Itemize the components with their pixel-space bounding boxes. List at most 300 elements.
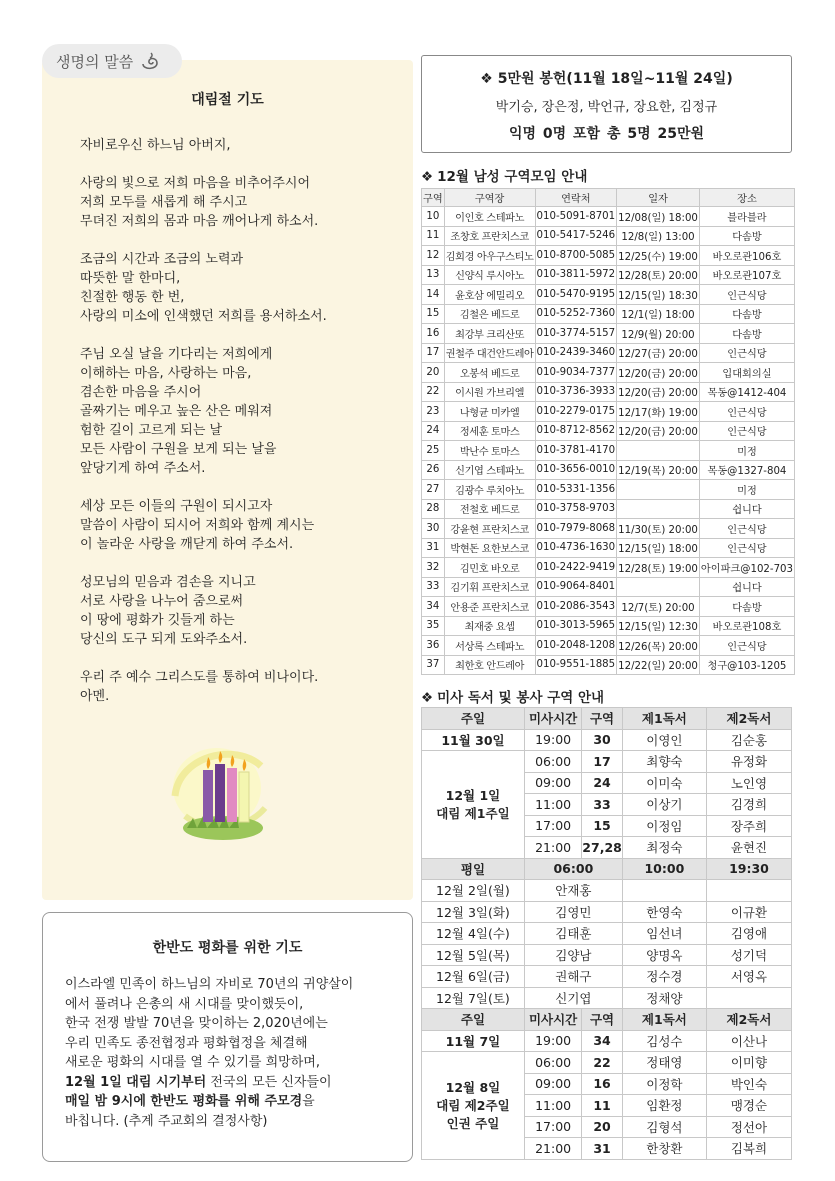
weekday-reader-0600: 김영민 <box>524 901 622 923</box>
mass-reader2: 노인영 <box>706 772 791 794</box>
group-date: 12/25(수) 19:00 <box>617 246 700 266</box>
weekday-row <box>422 880 792 902</box>
group-leader: 김철은 베드로 <box>444 304 535 324</box>
mass-zone: 24 <box>582 772 623 794</box>
group-phone: 010-7979-8068 <box>535 519 617 539</box>
prayer-line: 서로 사랑을 나누어 줌으로써 <box>80 594 244 609</box>
weekday-reader-1000: 임선녀 <box>622 923 706 945</box>
prayer-line: 모든 사람이 구원을 보게 되는 날을 <box>80 442 277 457</box>
mass-zone: 16 <box>582 1073 623 1095</box>
mass-zone: 30 <box>582 729 623 751</box>
group-leader: 신양식 루시아노 <box>444 265 535 285</box>
mass-heading <box>421 686 604 706</box>
groups-heading <box>421 165 587 185</box>
mass-zone: 11 <box>582 1095 623 1117</box>
offering-total: 익명 0명 포함 총 5명 25만원 <box>508 126 705 142</box>
mass-reader1: 김형석 <box>622 1116 706 1138</box>
group-leader: 전철호 베드로 <box>444 499 535 519</box>
group-place: 다솜방 <box>699 597 794 617</box>
group-phone: 010-2422-9419 <box>535 558 617 578</box>
mass-row <box>422 1052 792 1074</box>
table-row <box>422 363 795 383</box>
prayer-line: 사랑의 빛으로 저희 마음을 비추어주시어 <box>80 176 311 191</box>
group-leader: 최재중 요셉 <box>444 616 535 636</box>
group-number: 31 <box>422 538 445 558</box>
group-phone: 010-9551-1885 <box>535 655 617 675</box>
group-phone: 010-5091-8701 <box>535 207 617 227</box>
group-date: 12/17(화) 19:00 <box>617 402 700 422</box>
group-number: 20 <box>422 363 445 383</box>
group-place: 다솜방 <box>699 226 794 246</box>
mass-reader2: 정선아 <box>706 1116 791 1138</box>
group-leader: 오봉석 베드로 <box>444 363 535 383</box>
mass-col-header: 구역 <box>582 1009 623 1031</box>
weekday-reader-0600: 신기엽 <box>524 987 622 1009</box>
groups-header-row <box>422 189 795 207</box>
table-row <box>422 207 795 227</box>
table-row <box>422 616 795 636</box>
group-date: 12/08(일) 18:00 <box>617 207 700 227</box>
group-place: 인근식당 <box>699 538 794 558</box>
peace-prayer-body <box>65 975 405 1131</box>
mass-header-row <box>422 1009 792 1031</box>
table-row <box>422 460 795 480</box>
group-leader: 안용준 프란치스코 <box>444 597 535 617</box>
weekday-col-header: 06:00 <box>524 858 622 880</box>
weekday-reader-0600: 권해구 <box>524 966 622 988</box>
mass-col-header: 구역 <box>582 708 623 730</box>
peace-prayer-title: 한반도 평화를 위한 기도 <box>152 940 303 956</box>
table-row <box>422 499 795 519</box>
section-tab <box>42 44 182 78</box>
group-date <box>617 480 700 500</box>
group-place: 인근식당 <box>699 519 794 539</box>
peace-line: 우리 민족도 종전협정과 평화협정을 체결해 <box>65 1035 308 1051</box>
group-number: 30 <box>422 519 445 539</box>
peace-line: 에서 풀려나 은총의 새 시대를 맞이했듯이, <box>65 996 304 1012</box>
group-date: 12/9(월) 20:00 <box>617 324 700 344</box>
offering-box <box>421 55 792 153</box>
peace-text: 전국의 모든 신자들이 <box>206 1074 332 1090</box>
table-row <box>422 226 795 246</box>
group-phone: 010-5417-5246 <box>535 226 617 246</box>
mass-zone: 17 <box>582 751 623 773</box>
table-row <box>422 343 795 363</box>
prayer-line: 이 놀라운 사랑을 깨닫게 하여 주소서. <box>80 537 294 552</box>
table-row <box>422 285 795 305</box>
group-number: 36 <box>422 636 445 656</box>
weekday-reader-1930: 김영애 <box>706 923 791 945</box>
group-date: 12/15(일) 12:30 <box>617 616 700 636</box>
group-phone: 010-5252-7360 <box>535 304 617 324</box>
group-phone: 010-3774-5157 <box>535 324 617 344</box>
prayer-line: 세상 모든 이들의 구원이 되시고자 <box>80 499 273 514</box>
mass-heading-text: 미사 독서 및 봉사 구역 안내 <box>437 690 605 706</box>
prayer-line: 말씀이 사람이 되시어 저희와 함께 계시는 <box>80 518 315 533</box>
weekday-reader-0600: 안재홍 <box>524 880 622 902</box>
group-leader: 정세훈 토마스 <box>444 421 535 441</box>
weekday-date: 12월 5일(목) <box>422 944 525 966</box>
mass-time: 17:00 <box>524 1116 581 1138</box>
prayer-line: 험한 길이 고르게 되는 날 <box>80 423 223 438</box>
section-tab-label: 생명의 말씀 <box>56 52 134 71</box>
group-phone: 010-9034-7377 <box>535 363 617 383</box>
mass-day-date: 12월 8일 <box>445 1080 501 1096</box>
group-phone: 010-3758-9703 <box>535 499 617 519</box>
weekday-col-header: 10:00 <box>622 858 706 880</box>
groups-table <box>421 188 795 675</box>
mass-header-row <box>422 708 792 730</box>
group-leader: 이인호 스테파노 <box>444 207 535 227</box>
mass-time: 11:00 <box>524 1095 581 1117</box>
prayer-stanza <box>80 345 400 478</box>
group-date: 12/8(일) 13:00 <box>617 226 700 246</box>
diamond-bullet-icon: ❖ <box>480 71 498 87</box>
weekday-date: 12월 4일(수) <box>422 923 525 945</box>
prayer-title: 대림절 기도 <box>191 92 264 108</box>
prayer-stanza <box>80 174 400 231</box>
weekday-reader-1930: 성기덕 <box>706 944 791 966</box>
group-leader: 박난수 토마스 <box>444 441 535 461</box>
swirl-icon <box>139 50 161 72</box>
mass-time: 21:00 <box>524 1138 581 1160</box>
mass-zone: 34 <box>582 1030 623 1052</box>
group-date <box>617 441 700 461</box>
group-number: 14 <box>422 285 445 305</box>
table-row <box>422 441 795 461</box>
group-place: 미정 <box>699 441 794 461</box>
group-date: 12/15(일) 18:30 <box>617 285 700 305</box>
mass-zone: 33 <box>582 794 623 816</box>
prayer-line: 이해하는 마음, 사랑하는 마음, <box>80 366 252 381</box>
group-number: 22 <box>422 382 445 402</box>
group-leader: 최강부 크리산또 <box>444 324 535 344</box>
group-number: 34 <box>422 597 445 617</box>
groups-col-header: 장소 <box>699 189 794 207</box>
mass-col-header: 주일 <box>422 708 525 730</box>
weekday-date: 12월 6일(금) <box>422 966 525 988</box>
mass-reader1: 정태영 <box>622 1052 706 1074</box>
weekday-date: 12월 7일(토) <box>422 987 525 1009</box>
mass-reader1: 최향숙 <box>622 751 706 773</box>
group-phone: 010-4736-1630 <box>535 538 617 558</box>
group-place: 다솜방 <box>699 304 794 324</box>
weekday-reader-1930: 서영옥 <box>706 966 791 988</box>
mass-table <box>421 707 792 1160</box>
prayer-line: 친절한 행동 한 번, <box>80 290 185 305</box>
peace-line: 바칩니다. (추계 주교회의 결정사항) <box>65 1113 268 1129</box>
group-place: 인근식당 <box>699 285 794 305</box>
group-place: 인근식당 <box>699 402 794 422</box>
peace-line: 이스라엘 민족이 하느님의 자비로 70년의 귀양살이 <box>65 977 354 992</box>
mass-reader1: 이상기 <box>622 794 706 816</box>
group-place: 쉽니다 <box>699 499 794 519</box>
mass-time: 19:00 <box>524 1030 581 1052</box>
mass-time: 06:00 <box>524 751 581 773</box>
table-row <box>422 480 795 500</box>
advent-candles-illustration <box>165 736 280 848</box>
mass-reader2: 김순홍 <box>706 729 791 751</box>
mass-day: 11월 30일 <box>422 729 525 751</box>
group-place: 목동@1327-804 <box>699 460 794 480</box>
weekday-row <box>422 944 792 966</box>
mass-reader2: 맹경순 <box>706 1095 791 1117</box>
peace-text: 을 <box>302 1094 315 1109</box>
weekday-reader-1000: 한영숙 <box>622 901 706 923</box>
group-number: 35 <box>422 616 445 636</box>
offering-names: 박기승, 장은정, 박언규, 장요한, 김정규 <box>495 100 718 115</box>
mass-col-header: 주일 <box>422 1009 525 1031</box>
mass-reader2: 김복희 <box>706 1138 791 1160</box>
prayer-line: 겸손한 마음을 주시어 <box>80 385 202 400</box>
weekday-date: 12월 2일(월) <box>422 880 525 902</box>
group-leader: 김희경 아우구스티노 <box>444 246 535 266</box>
group-phone: 010-2048-1208 <box>535 636 617 656</box>
group-date <box>617 499 700 519</box>
mass-reader2: 장주희 <box>706 815 791 837</box>
table-row <box>422 597 795 617</box>
offering-title-text: 5만원 봉헌(11월 18일~11월 24일) <box>497 71 733 87</box>
mass-time: 06:00 <box>524 1052 581 1074</box>
mass-time: 11:00 <box>524 794 581 816</box>
group-date: 12/27(금) 20:00 <box>617 343 700 363</box>
group-number: 11 <box>422 226 445 246</box>
group-place: 인근식당 <box>699 421 794 441</box>
group-date: 12/20(금) 20:00 <box>617 421 700 441</box>
weekday-date: 12월 3일(화) <box>422 901 525 923</box>
group-date: 12/7(토) 20:00 <box>617 597 700 617</box>
table-row <box>422 402 795 422</box>
mass-row <box>422 1030 792 1052</box>
prayer-line: 앞당기게 하여 주소서. <box>80 461 206 476</box>
prayer-line: 우리 주 예수 그리스도를 통하여 비나이다. <box>80 670 319 685</box>
table-row <box>422 304 795 324</box>
groups-col-header: 구역장 <box>444 189 535 207</box>
weekday-reader-1000: 양명옥 <box>622 944 706 966</box>
mass-time: 19:00 <box>524 729 581 751</box>
group-date: 12/28(토) 20:00 <box>617 265 700 285</box>
group-date: 12/1(일) 18:00 <box>617 304 700 324</box>
group-number: 13 <box>422 265 445 285</box>
group-place: 쉽니다 <box>699 577 794 597</box>
group-place: 청구@103-1205 <box>699 655 794 675</box>
group-leader: 윤호삼 에밀리오 <box>444 285 535 305</box>
group-place: 다솜방 <box>699 324 794 344</box>
weekday-row <box>422 966 792 988</box>
mass-reader1: 최정숙 <box>622 837 706 859</box>
mass-day-feast: 대림 제2주일 <box>436 1098 510 1114</box>
weekday-row <box>422 987 792 1009</box>
table-row <box>422 421 795 441</box>
groups-col-header: 일자 <box>617 189 700 207</box>
group-phone: 010-5470-9195 <box>535 285 617 305</box>
group-number: 10 <box>422 207 445 227</box>
mass-col-header: 미사시간 <box>524 708 581 730</box>
group-leader: 권철주 대건안드레아 <box>444 343 535 363</box>
mass-reader1: 이미숙 <box>622 772 706 794</box>
group-leader: 박현돈 요한보스코 <box>444 538 535 558</box>
peace-line <box>65 1092 405 1112</box>
mass-zone: 31 <box>582 1138 623 1160</box>
mass-zone: 22 <box>582 1052 623 1074</box>
prayer-line: 따뜻한 말 한마디, <box>80 271 181 286</box>
weekday-reader-0600: 김양남 <box>524 944 622 966</box>
group-leader: 최한호 안드레아 <box>444 655 535 675</box>
group-place: 블라블라 <box>699 207 794 227</box>
mass-zone: 15 <box>582 815 623 837</box>
group-leader: 서상록 스테파노 <box>444 636 535 656</box>
prayer-stanza <box>80 497 400 554</box>
group-number: 23 <box>422 402 445 422</box>
mass-col-header: 제2독서 <box>706 1009 791 1031</box>
offering-title <box>422 68 791 88</box>
weekday-reader-1000: 정수경 <box>622 966 706 988</box>
mass-reader2: 유정화 <box>706 751 791 773</box>
group-phone: 010-3736-3933 <box>535 382 617 402</box>
group-phone: 010-3656-0010 <box>535 460 617 480</box>
prayer-stanza <box>80 573 400 649</box>
prayer-stanza <box>80 668 400 706</box>
group-number: 26 <box>422 460 445 480</box>
prayer-body <box>80 136 400 725</box>
group-date <box>617 577 700 597</box>
mass-reader2: 박인숙 <box>706 1073 791 1095</box>
group-place: 바오로관108호 <box>699 616 794 636</box>
group-number: 27 <box>422 480 445 500</box>
prayer-line: 골짜기는 메우고 높은 산은 메워져 <box>80 404 273 419</box>
prayer-stanza <box>80 250 400 326</box>
group-place: 목동@1412-404 <box>699 382 794 402</box>
mass-reader1: 이영인 <box>622 729 706 751</box>
mass-zone: 27,28 <box>582 837 623 859</box>
mass-reader1: 이정임 <box>622 815 706 837</box>
weekday-header-row <box>422 858 792 880</box>
mass-row <box>422 751 792 773</box>
table-row <box>422 558 795 578</box>
group-leader: 김기휘 프란치스코 <box>444 577 535 597</box>
table-row <box>422 538 795 558</box>
weekday-row <box>422 923 792 945</box>
group-date: 11/30(토) 20:00 <box>617 519 700 539</box>
mass-reader2: 윤현진 <box>706 837 791 859</box>
table-row <box>422 246 795 266</box>
mass-time: 21:00 <box>524 837 581 859</box>
group-date: 12/20(금) 20:00 <box>617 363 700 383</box>
prayer-line: 성모님의 믿음과 겸손을 지니고 <box>80 575 256 590</box>
group-number: 24 <box>422 421 445 441</box>
peace-line: 새로운 평화의 시대를 열 수 있기를 희망하며, <box>65 1055 320 1070</box>
mass-reader1: 김성수 <box>622 1030 706 1052</box>
group-place: 바오로관106호 <box>699 246 794 266</box>
mass-day-feast: 인권 주일 <box>446 1116 500 1132</box>
mass-day-feast: 대림 제1주일 <box>436 806 510 822</box>
diamond-bullet-icon: ❖ <box>421 690 434 706</box>
mass-col-header: 제1독서 <box>622 1009 706 1031</box>
group-place: 입대회의실 <box>699 363 794 383</box>
peace-highlight: 12월 1일 대림 시기부터 <box>65 1074 207 1090</box>
group-place: 인근식당 <box>699 343 794 363</box>
weekday-row <box>422 901 792 923</box>
group-number: 33 <box>422 577 445 597</box>
mass-reader2: 김경희 <box>706 794 791 816</box>
group-date: 12/19(목) 20:00 <box>617 460 700 480</box>
mass-row <box>422 729 792 751</box>
group-leader: 조창호 프란치스코 <box>444 226 535 246</box>
group-number: 15 <box>422 304 445 324</box>
groups-heading-text: 12월 남성 구역모임 안내 <box>437 169 588 185</box>
prayer-line: 주님 오실 날을 기다리는 저희에게 <box>80 347 273 362</box>
group-phone: 010-2439-3460 <box>535 343 617 363</box>
peace-line: 한국 전쟁 발발 70년을 맞이하는 2,020년에는 <box>65 1016 328 1031</box>
table-row <box>422 636 795 656</box>
peace-line <box>65 1073 405 1093</box>
prayer-line: 무뎌진 저희의 몸과 마음 깨어나게 하소서. <box>80 214 319 229</box>
mass-day-date: 12월 1일 <box>445 788 501 804</box>
table-row <box>422 519 795 539</box>
group-phone: 010-3811-5972 <box>535 265 617 285</box>
group-number: 37 <box>422 655 445 675</box>
mass-time: 09:00 <box>524 772 581 794</box>
group-place: 바오로관107호 <box>699 265 794 285</box>
table-row <box>422 265 795 285</box>
group-leader: 신기엽 스테파노 <box>444 460 535 480</box>
group-phone: 010-9064-8401 <box>535 577 617 597</box>
group-date: 12/26(목) 20:00 <box>617 636 700 656</box>
mass-reader2: 이산나 <box>706 1030 791 1052</box>
weekday-col-header: 19:30 <box>706 858 791 880</box>
group-phone: 010-3781-4170 <box>535 441 617 461</box>
group-leader: 김민호 바오로 <box>444 558 535 578</box>
weekday-reader-0600: 김태훈 <box>524 923 622 945</box>
mass-col-header: 미사시간 <box>524 1009 581 1031</box>
groups-col-header: 연락처 <box>535 189 617 207</box>
mass-reader2: 이미향 <box>706 1052 791 1074</box>
prayer-line: 자비로우신 하느님 아버지, <box>80 138 231 153</box>
group-number: 12 <box>422 246 445 266</box>
prayer-line: 이 땅에 평화가 깃들게 하는 <box>80 613 235 628</box>
mass-col-header: 제2독서 <box>706 708 791 730</box>
prayer-line: 아멘. <box>80 689 110 704</box>
mass-day: 11월 7일 <box>422 1030 525 1052</box>
weekday-col-header: 평일 <box>422 858 525 880</box>
group-number: 25 <box>422 441 445 461</box>
prayer-line: 당신의 도구 되게 도와주소서. <box>80 632 248 647</box>
mass-col-header: 제1독서 <box>622 708 706 730</box>
weekday-reader-1930: 이규환 <box>706 901 791 923</box>
weekday-reader-1930 <box>706 880 791 902</box>
group-date: 12/22(일) 20:00 <box>617 655 700 675</box>
weekday-reader-1000: 정채양 <box>622 987 706 1009</box>
peace-highlight: 매일 밤 9시에 한반도 평화를 위해 주모경 <box>65 1094 303 1109</box>
group-number: 16 <box>422 324 445 344</box>
group-phone: 010-2086-3543 <box>535 597 617 617</box>
group-phone: 010-2279-0175 <box>535 402 617 422</box>
table-row <box>422 324 795 344</box>
group-leader: 이시원 가브리엘 <box>444 382 535 402</box>
prayer-line: 사랑의 미소에 인색했던 저희를 용서하소서. <box>80 309 327 324</box>
group-date: 12/15(일) 18:00 <box>617 538 700 558</box>
mass-time: 09:00 <box>524 1073 581 1095</box>
group-number: 28 <box>422 499 445 519</box>
diamond-bullet-icon: ❖ <box>421 169 434 185</box>
group-place: 아이파크@102-703 <box>699 558 794 578</box>
prayer-line: 저희 모두를 새롭게 해 주시고 <box>80 195 248 210</box>
mass-zone: 20 <box>582 1116 623 1138</box>
group-leader: 강윤현 프란치스코 <box>444 519 535 539</box>
group-number: 17 <box>422 343 445 363</box>
prayer-stanza <box>80 136 400 155</box>
group-date: 12/20(금) 20:00 <box>617 382 700 402</box>
